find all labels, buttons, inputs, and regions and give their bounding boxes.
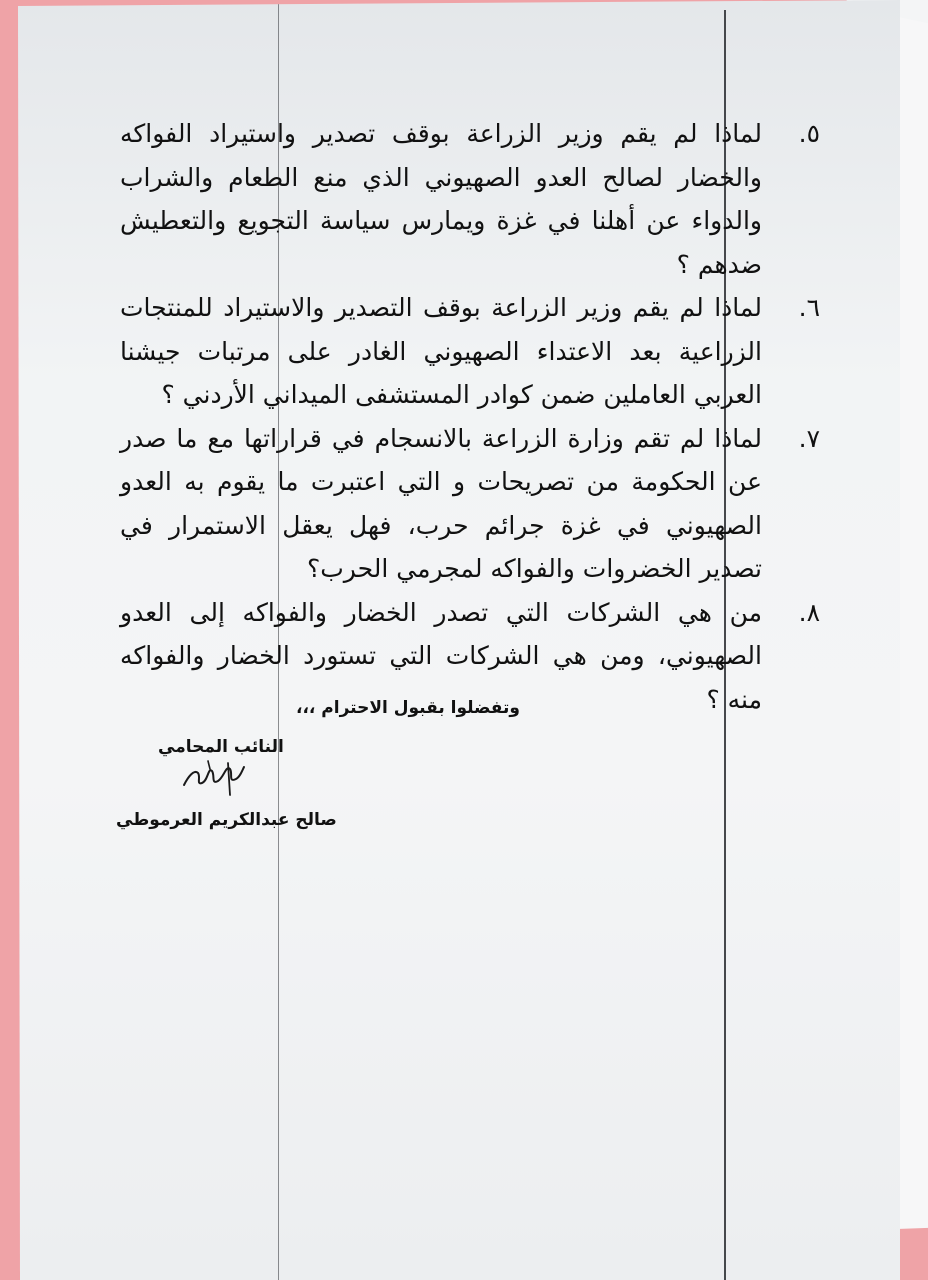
item-number: ٨. — [798, 597, 820, 627]
item-text: من هي الشركات التي تصدر الخضار والفواكه إلى العدو الصهيوني، ومن هي الشركات التي تستورد الخضار والفواكه منه ؟ — [120, 597, 762, 714]
item-number: ٧. — [798, 423, 820, 453]
item-text: لماذا لم تقم وزارة الزراعة بالانسجام في قراراتها مع ما صدر عن الحكومة من تصريحات و التي اعتبرت ما يقوم به العدو الصهيوني في غزة جرائم حرب، فهل يعقل الاستمرار في تصدير الخضروات والفواكه لمجرمي الحرب؟ — [120, 423, 762, 583]
question-item-5 — [120, 112, 820, 286]
item-text: لماذا لم يقم وزير الزراعة بوقف التصدير والاستيراد للمنتجات الزراعية بعد الاعتداء الصهيوني الغادر على مرتبات جيشنا العربي العاملين ضمن كوادر المستشفى الميداني الأردني ؟ — [120, 293, 762, 409]
document-body — [120, 112, 820, 721]
item-number: ٦. — [798, 293, 820, 322]
handwritten-signature — [178, 755, 248, 800]
item-text: لماذا لم يقم وزير الزراعة بوقف تصدير واستيراد الفواكه والخضار لصالح العدو الصهيوني الذي منع الطعام والشراب والدواء عن أهلنا في غزة ويمارس سياسة التجويع والتعطيش ضدهم ؟ — [120, 119, 762, 279]
closing-line: وتفضلوا بقبول الاحترام ،،، — [296, 698, 520, 718]
item-number: ٥. — [798, 119, 820, 148]
signatory-title: النائب المحامي — [158, 737, 284, 757]
question-item-6 — [120, 286, 820, 417]
question-item-7 — [120, 417, 820, 591]
signatory-name: صالح عبدالكريم العرموطي — [116, 810, 337, 830]
